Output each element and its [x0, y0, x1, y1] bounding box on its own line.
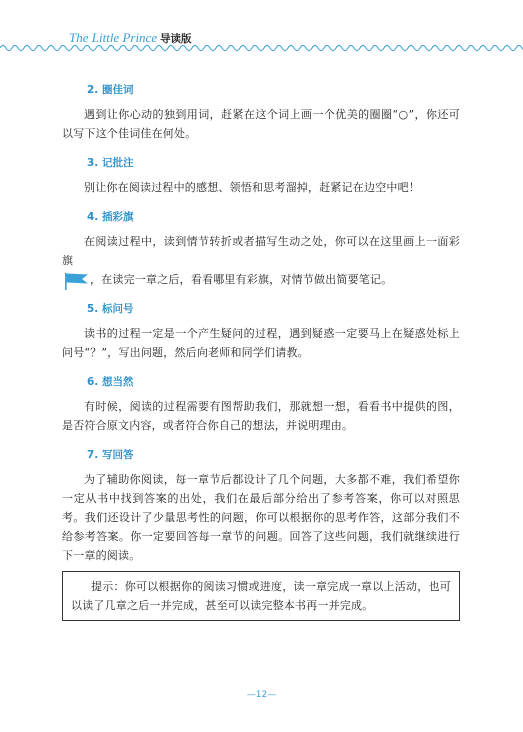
tip-text: 提示：你可以根据你的阅读习惯或进度，读一章完成一章以上活动，也可以读了几章之后一并完成，甚至可以读完整本书再一并完成。 — [71, 580, 451, 612]
book-title: The Little Prince — [69, 30, 158, 45]
section-text-flag: 在阅读过程中，读到情节转折或者描写生动之处，你可以在这里画上一面彩旗 — [62, 235, 460, 267]
section-text-answer: 为了辅助你阅读，每一章节后都设计了几个问题，大多都不难，我们希望你一定从书中找到答案的出处，我们在最后部分给出了参考答案，你可以对照思考。我们还设计了少量思考性的问题，你可以根据你的思考作答，这部分我们不给参考答案。你一定要回答每一章节的问题。回答了这些问题，我们就继续进行下一章的阅读。 — [62, 473, 460, 562]
section-title-question-mark: 5. 标问号 — [87, 303, 134, 315]
section-title-imagine: 6. 想当然 — [87, 376, 134, 388]
edition-label: 导读版 — [160, 33, 192, 45]
section-title-circle-words: 2. 圈佳词 — [87, 84, 134, 96]
page-header — [0, 0, 523, 60]
section-text-annotate: 别让你在阅读过程中的感想、领悟和思考溜掉，赶紧记在边空中吧！ — [84, 181, 420, 194]
page-number: —12— — [246, 690, 277, 700]
flag-icon — [64, 272, 90, 290]
section-text-imagine: 有时候，阅读的过程需要有图帮助我们，那就想一想，看看书中提供的图，是否符合原文内容，或者符合你自己的想法，并说明理由。 — [62, 400, 460, 432]
flag-line-text: ，在读完一章之后，看看哪里有彩旗，对情节做出简要笔记。 — [90, 273, 393, 286]
section-title-annotate: 3. 记批注 — [87, 157, 134, 169]
flag-line — [62, 270, 460, 289]
section-title-answer: 7. 写回答 — [87, 449, 134, 461]
tip-box — [62, 571, 460, 621]
section-title-flag: 4. 插彩旗 — [87, 211, 134, 223]
section-text-question-mark: 读书的过程一定是一个产生疑问的过程，遇到疑惑一定要马上在疑惑处标上问号“？”，写出问题，然后向老师和同学们请教。 — [62, 327, 460, 359]
section-text-circle-words: 遇到让你心动的独到用词，赶紧在这个词上画一个优美的圈圈“○”，你还可以写下这个佳词佳在何处。 — [62, 108, 460, 140]
page-content — [62, 82, 460, 621]
wave-divider — [0, 41, 523, 55]
